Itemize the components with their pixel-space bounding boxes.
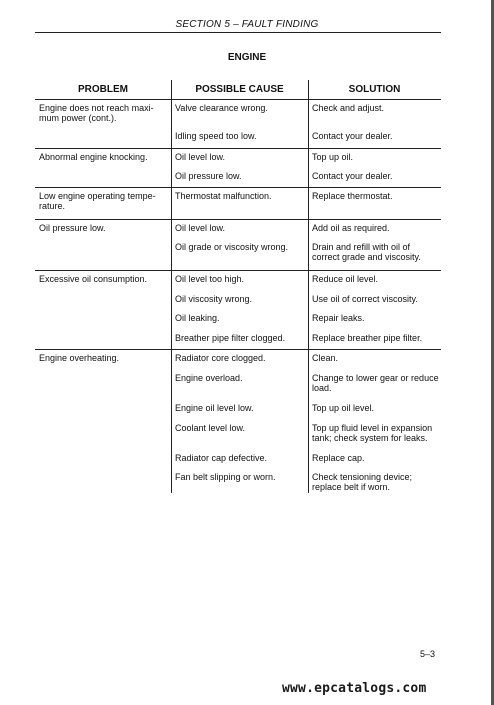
table-row-group	[35, 149, 441, 188]
solution-cell: Top up oil.	[312, 152, 354, 162]
table-row	[35, 271, 441, 291]
table-row	[35, 469, 441, 498]
cause-cell: Idling speed too low.	[175, 131, 257, 141]
solution-cell: Replace cap.	[312, 453, 365, 463]
column-header-solution: SOLUTION	[348, 84, 401, 95]
table-row-group	[35, 100, 441, 149]
solution-cell: Clean.	[312, 353, 339, 363]
problem-cell: Oil pressure low.	[39, 223, 106, 233]
cause-cell: Oil level low.	[175, 152, 226, 162]
solution-cell: Repair leaks.	[312, 313, 365, 323]
table-row	[35, 450, 441, 469]
solution-cell: Drain and refill with oil of correct grade and viscosity.	[312, 242, 421, 262]
cause-cell: Oil level low.	[175, 223, 226, 233]
solution-cell: Add oil as required.	[312, 223, 390, 233]
table-row	[35, 370, 441, 400]
table-row	[35, 100, 441, 128]
table-row	[35, 310, 441, 330]
problem-cell: Abnormal engine knocking.	[39, 152, 148, 162]
table-row	[35, 350, 441, 370]
table-row-group	[35, 220, 441, 271]
table-row	[35, 330, 441, 349]
problem-cell: Engine overheating.	[39, 353, 120, 363]
cause-cell: Thermostat malfunction.	[175, 191, 272, 201]
problem-cell: Excessive oil consumption.	[39, 274, 148, 284]
cause-cell: Engine oil level low.	[175, 403, 254, 413]
cause-cell: Breather pipe filter clogged.	[175, 333, 286, 343]
solution-cell: Reduce oil level.	[312, 274, 379, 284]
table-row-group	[35, 350, 441, 498]
solution-cell: Top up fluid level in expansion tank; check system for leaks.	[312, 423, 433, 443]
solution-cell: Contact your dealer.	[312, 171, 393, 181]
table-row	[35, 291, 441, 310]
cause-cell: Oil viscosity wrong.	[175, 294, 253, 304]
solution-cell: Replace thermostat.	[312, 191, 393, 201]
solution-cell: Contact your dealer.	[312, 131, 393, 141]
cause-cell: Oil leaking.	[175, 313, 220, 323]
problem-cell: Engine does not reach maxi-mum power (cont.).	[39, 103, 154, 123]
table-header	[35, 80, 441, 100]
cause-cell: Radiator cap defective.	[175, 453, 268, 463]
cause-cell: Coolant level low.	[175, 423, 246, 433]
header-rule	[35, 32, 441, 33]
cause-cell: Oil pressure low.	[175, 171, 242, 181]
cause-cell: Valve clearance wrong.	[175, 103, 268, 113]
table-row	[35, 239, 441, 270]
solution-cell: Use oil of correct viscosity.	[312, 294, 418, 304]
solution-cell: Top up oil level.	[312, 403, 375, 413]
solution-cell: Check tensioning device; replace belt if worn.	[312, 472, 413, 492]
table-row-group	[35, 271, 441, 350]
solution-cell: Replace breather pipe filter.	[312, 333, 423, 343]
problem-cell: Low engine operating tempe-rature.	[39, 191, 156, 211]
cause-cell: Oil grade or viscosity wrong.	[175, 242, 289, 252]
page-number: 5–3	[420, 649, 436, 659]
watermark-link[interactable]: www.epcatalogs.com	[282, 681, 427, 696]
solution-cell: Check and adjust.	[312, 103, 385, 113]
cause-cell: Fan belt slipping or worn.	[175, 472, 276, 482]
cause-cell: Oil level too high.	[175, 274, 245, 284]
page-title: ENGINE	[227, 52, 267, 63]
table-row	[35, 168, 441, 187]
table-row	[35, 188, 441, 219]
table-row	[35, 400, 441, 420]
column-header-cause: POSSIBLE CAUSE	[195, 84, 284, 95]
fault-table	[35, 80, 441, 498]
section-header: SECTION 5 – FAULT FINDING	[175, 19, 319, 30]
table-row	[35, 220, 441, 239]
table-row	[35, 149, 441, 168]
cause-cell: Engine overload.	[175, 373, 243, 383]
table-row	[35, 128, 441, 148]
table-row	[35, 420, 441, 450]
solution-cell: Change to lower gear or reduce load.	[312, 373, 439, 393]
column-header-problem: PROBLEM	[78, 84, 128, 95]
table-row-group	[35, 188, 441, 220]
cause-cell: Radiator core clogged.	[175, 353, 266, 363]
